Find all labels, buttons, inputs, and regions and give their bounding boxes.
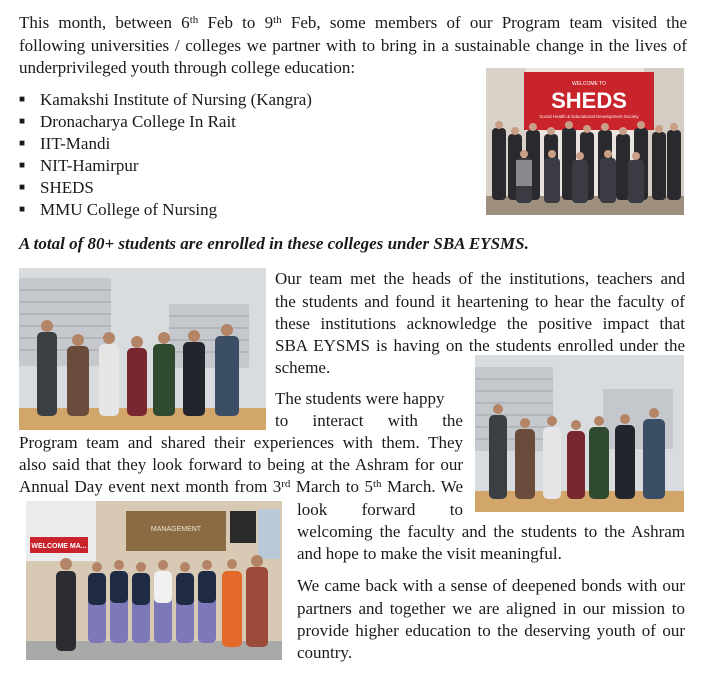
bullet-icon: ■: [19, 204, 26, 215]
intro-text: This month, between 6: [19, 13, 190, 32]
faculty-group-photo-left: [19, 268, 266, 430]
para2-line-2: [275, 410, 463, 432]
para2-word: to: [449, 500, 463, 519]
nursing-students-photo: [26, 501, 282, 660]
para2-word: to: [275, 411, 289, 430]
para3-line-3: provide higher education to the deserving youth of our: [297, 621, 685, 640]
para2-line-1: The students were happy: [275, 389, 445, 408]
bullet-icon: ■: [19, 160, 26, 171]
sheds-group-photo: [486, 68, 684, 215]
intro-text: Feb, some members of our Program team visited the: [281, 13, 687, 32]
intro-line-3: underprivileged youth through college education:: [19, 58, 356, 77]
faculty-group-photo-right: [475, 355, 684, 512]
para2-word: the: [442, 411, 463, 430]
intro-text: Feb to 9: [198, 13, 274, 32]
para2-word: look: [297, 500, 328, 519]
para2-word: with: [387, 411, 418, 430]
bullet-icon: ■: [19, 138, 26, 149]
banner-sub-text: Social Health & Educational Development Society: [539, 114, 639, 119]
para2-word: interact: [312, 411, 364, 430]
superscript: rd: [281, 478, 291, 490]
list-item: NIT-Hamirpur: [40, 156, 139, 175]
para2-text: March. We: [381, 477, 463, 496]
para2-text: Annual Day event next month from 3: [19, 477, 282, 496]
para2-line-7: welcoming the faculty and the students to the Ashram: [297, 522, 685, 541]
intro-line-2: following universities / colleges we partner with to bring in a sustainable change in the lives of: [19, 36, 687, 55]
superscript: th: [189, 14, 199, 26]
college-sign-text: WELCOME MA...: [31, 543, 87, 550]
para2-word: forward: [361, 500, 416, 519]
list-item: SHEDS: [40, 178, 94, 197]
banner-welcome-text: WELCOME TO: [572, 81, 606, 87]
para2-text: March to 5: [290, 477, 373, 496]
intro-line-1: [19, 12, 687, 34]
list-item: Kamakshi Institute of Nursing (Kangra): [40, 90, 312, 109]
bullet-icon: ■: [19, 94, 26, 105]
list-item: MMU College of Nursing: [40, 200, 218, 219]
para3-line-2: partners and together we are aligned in our mission to: [297, 599, 685, 618]
para2-line-3: Program team and shared their experiences with them. They: [19, 433, 463, 452]
para3-line-4: country.: [297, 643, 353, 662]
para1-line-4: SBA EYSMS is having on the students enrolled under the: [275, 336, 685, 355]
para1-line-1: Our team met the heads of the institutions, teachers and: [275, 269, 685, 288]
superscript: th: [372, 478, 382, 490]
para2-line-6: [297, 499, 463, 521]
superscript: th: [273, 14, 282, 26]
para1-line-5: scheme.: [275, 358, 331, 377]
enrollment-callout: A total of 80+ students are enrolled in these colleges under SBA EYSMS.: [19, 234, 529, 253]
bullet-icon: ■: [19, 182, 26, 193]
para3-line-1: We came back with a sense of deepened bonds with our: [297, 576, 685, 595]
list-item: Dronacharya College In Rait: [40, 112, 236, 131]
bullet-icon: ■: [19, 116, 26, 127]
list-item: IIT-Mandi: [40, 134, 111, 153]
para1-line-2: the students and found it heartening to hear the faculty of: [275, 292, 685, 311]
para1-line-3: these institutions acknowledge the positive impact that: [275, 314, 685, 333]
para2-line-5: [19, 476, 463, 498]
para2-line-4: also said that they look forward to being at the Ashram for our: [19, 455, 463, 474]
para2-line-8: and hope to make the visit meaningful.: [297, 544, 562, 563]
college-board-text: MANAGEMENT: [150, 526, 202, 533]
banner-logo-text: SHEDS: [551, 88, 627, 113]
